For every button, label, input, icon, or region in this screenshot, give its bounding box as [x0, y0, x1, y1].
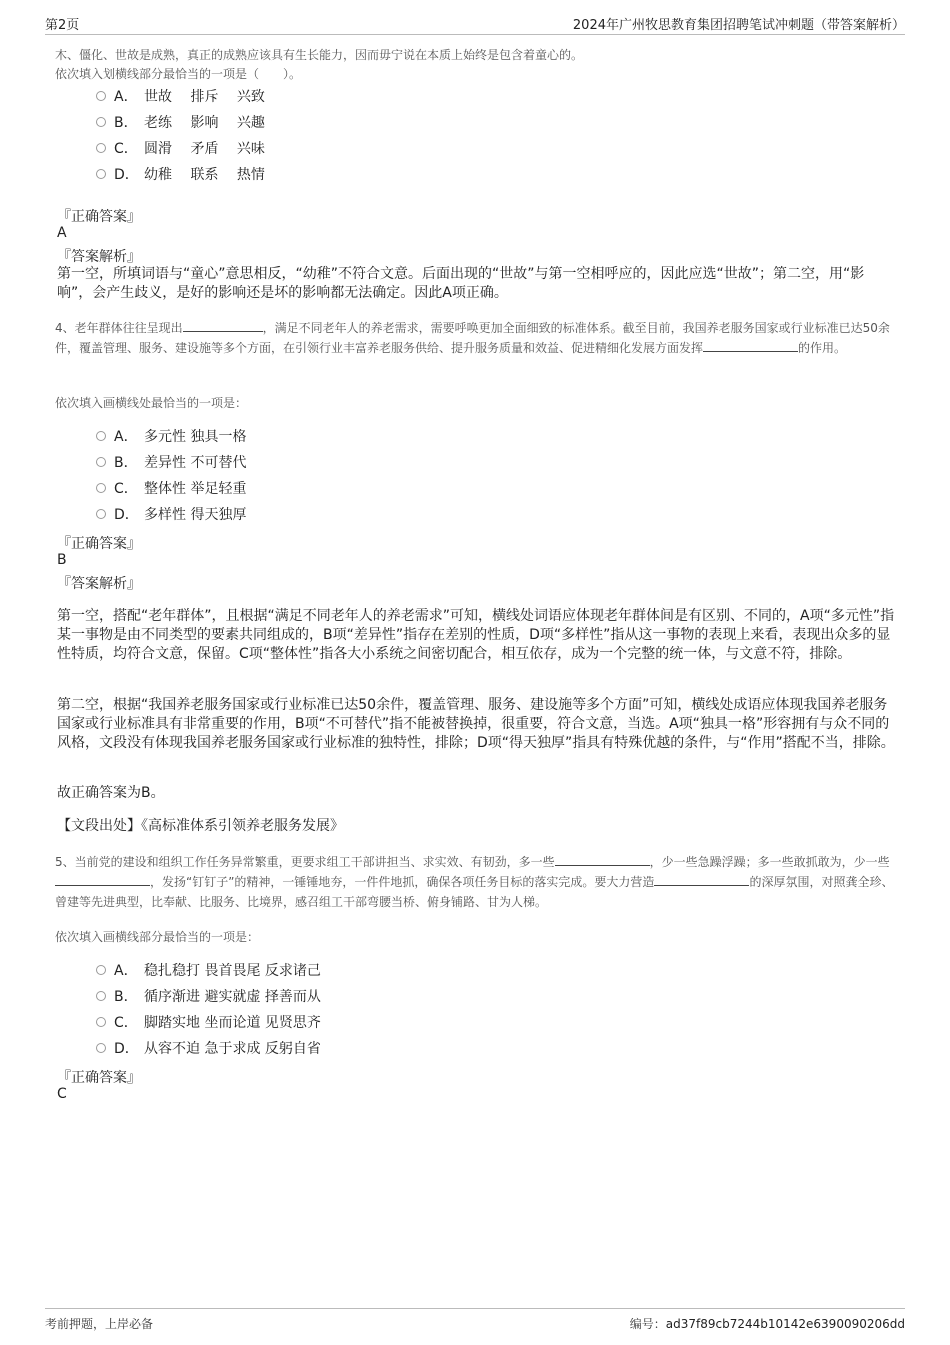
radio-icon[interactable] — [96, 143, 106, 153]
q5-option-d[interactable]: D． 从容不迫 急于求成 反躬自省 — [96, 1039, 321, 1059]
radio-icon[interactable] — [96, 965, 106, 975]
q3-answer-label: 『正确答案』 — [57, 209, 141, 225]
radio-icon[interactable] — [96, 991, 106, 1001]
q5-blank-1 — [555, 853, 650, 866]
q4-answer: B — [57, 552, 67, 568]
q4-option-a[interactable]: A． 多元性 独具一格 — [96, 427, 246, 447]
q5-option-b[interactable]: B． 循序渐进 避实就虚 择善而从 — [96, 987, 321, 1007]
radio-icon[interactable] — [96, 91, 106, 101]
q4-analysis-label: 『答案解析』 — [57, 576, 141, 592]
document-code: 编号：ad37f89cb7244b10142e6390090206dd — [629, 1317, 905, 1331]
q3-option-d[interactable]: D． 幼稚 联系 热情 — [96, 165, 265, 185]
q5-answer-label: 『正确答案』 — [57, 1070, 141, 1086]
q3-prompt: 依次填入划横线部分最恰当的一项是（ ）。 — [55, 67, 302, 81]
page-footer — [45, 1308, 905, 1337]
radio-icon[interactable] — [96, 457, 106, 467]
q5-blank-2 — [55, 873, 150, 886]
q4-blank-2 — [703, 339, 798, 352]
q3-option-b[interactable]: B． 老练 影响 兴趣 — [96, 113, 265, 133]
q4-prompt: 依次填入画横线处最恰当的一项是： — [55, 396, 248, 410]
radio-icon[interactable] — [96, 431, 106, 441]
radio-icon[interactable] — [96, 169, 106, 179]
q5-option-c[interactable]: C． 脚踏实地 坐而论道 见贤思齐 — [96, 1013, 321, 1033]
q3-stem-tail: 木、僵化、世故是成熟，真正的成熟应该具有生长能力，因而毋宁说在本质上始终是包含着童心的。 — [55, 48, 584, 62]
q3-option-c[interactable]: C． 圆滑 矛盾 兴味 — [96, 139, 265, 159]
q4-source: 【文段出处】《高标准体系引领养老服务发展》 — [57, 818, 344, 834]
q4-option-b[interactable]: B． 差异性 不可替代 — [96, 453, 246, 473]
q4-analysis-1: 第一空，搭配“老年群体”，且根据“满足不同老年人的养老需求”可知，横线处词语应体现老年群体间是有区别、不同的，A项“多元性”指某一事物是由不同类型的要素共同组成的，B项“差异性”指存在差别的性质，D项“多样性”指从这一事物的表现上来看，表现出众多的显性特质，均符合文意，保留。C项“整体性”指各大小系统之间密切配合，相互依存，成为一个完整的统一体，与文意不符，排除。 — [57, 608, 895, 662]
radio-icon[interactable] — [96, 509, 106, 519]
q4-analysis-2: 第二空，根据“我国养老服务国家或行业标准已达50余件，覆盖管理、服务、建设施等多个方面”可知，横线处成语应体现我国养老服务国家或行业标准具有非常重要的作用，B项“不可替代”指不能被替换掉，很重要，符合文意，当选。A项“独具一格”形容拥有与众不同的风格，文段没有体现我国养老服务国家或行业标准的独特性，排除；D项“得天独厚”指具有特殊优越的条件，与“作用”搭配不当，排除。 — [57, 697, 895, 751]
q4-stem: 4、老年群体往往呈现出 ，满足不同老年人的养老需求，需要呼唤更加全面细致的标准体系。截至目前，我国养老服务国家或行业标准已达50余件，覆盖管理、服务、建设施等多个方面，在引领行业丰富养老服务供给、提升服务质量和效益、促进精细化发展方面发挥 的作用。 — [55, 321, 890, 355]
radio-icon[interactable] — [96, 1043, 106, 1053]
q3-answer: A — [57, 225, 67, 241]
q5-prompt: 依次填入画横线部分最恰当的一项是： — [55, 930, 260, 944]
page-header — [45, 12, 905, 35]
q3-analysis: 第一空，所填词语与“童心”意思相反，“幼稚”不符合文意。后面出现的“世故”与第一空相呼应的，因此应选“世故”；第二空，用“影响”，会产生歧义，是好的影响还是坏的影响都无法确定。因此A项正确。 — [57, 266, 865, 301]
radio-icon[interactable] — [96, 1017, 106, 1027]
q5-blank-3 — [654, 873, 749, 886]
page-number: 第2页 — [45, 18, 80, 33]
radio-icon[interactable] — [96, 117, 106, 127]
q4-answer-label: 『正确答案』 — [57, 536, 141, 552]
q4-blank-1 — [183, 319, 263, 332]
q4-conclusion: 故正确答案为B。 — [57, 785, 165, 801]
q5-stem: 5、当前党的建设和组织工作任务异常繁重，更要求组工干部讲担当、求实效、有韧劲，多一些 ，少一些急躁浮躁；多一些敢抓敢为，少一些，发扬“钉钉子”的精神，一锤锤地夯，一件件地抓，确保各项任务目标的落实完成。要大力营造 的深厚氛围，对照龚全珍、曾建等先进典型，比奉献、比服务、比境界，感召组工干部弯腰当桥、俯身铺路、甘为人梯。 — [55, 855, 894, 909]
q4-option-d[interactable]: D． 多样性 得天独厚 — [96, 505, 246, 525]
footer-slogan: 考前押题，上岸必备 — [45, 1317, 154, 1331]
q3-option-a[interactable]: A． 世故 排斥 兴致 — [96, 87, 265, 107]
q4-option-c[interactable]: C． 整体性 举足轻重 — [96, 479, 246, 499]
document-title: 2024年广州牧思教育集团招聘笔试冲刺题（带答案解析） — [572, 18, 905, 33]
q5-answer: C — [57, 1086, 67, 1102]
radio-icon[interactable] — [96, 483, 106, 493]
q5-option-a[interactable]: A． 稳扎稳打 畏首畏尾 反求诸己 — [96, 961, 321, 981]
q3-analysis-label: 『答案解析』 — [57, 249, 141, 265]
